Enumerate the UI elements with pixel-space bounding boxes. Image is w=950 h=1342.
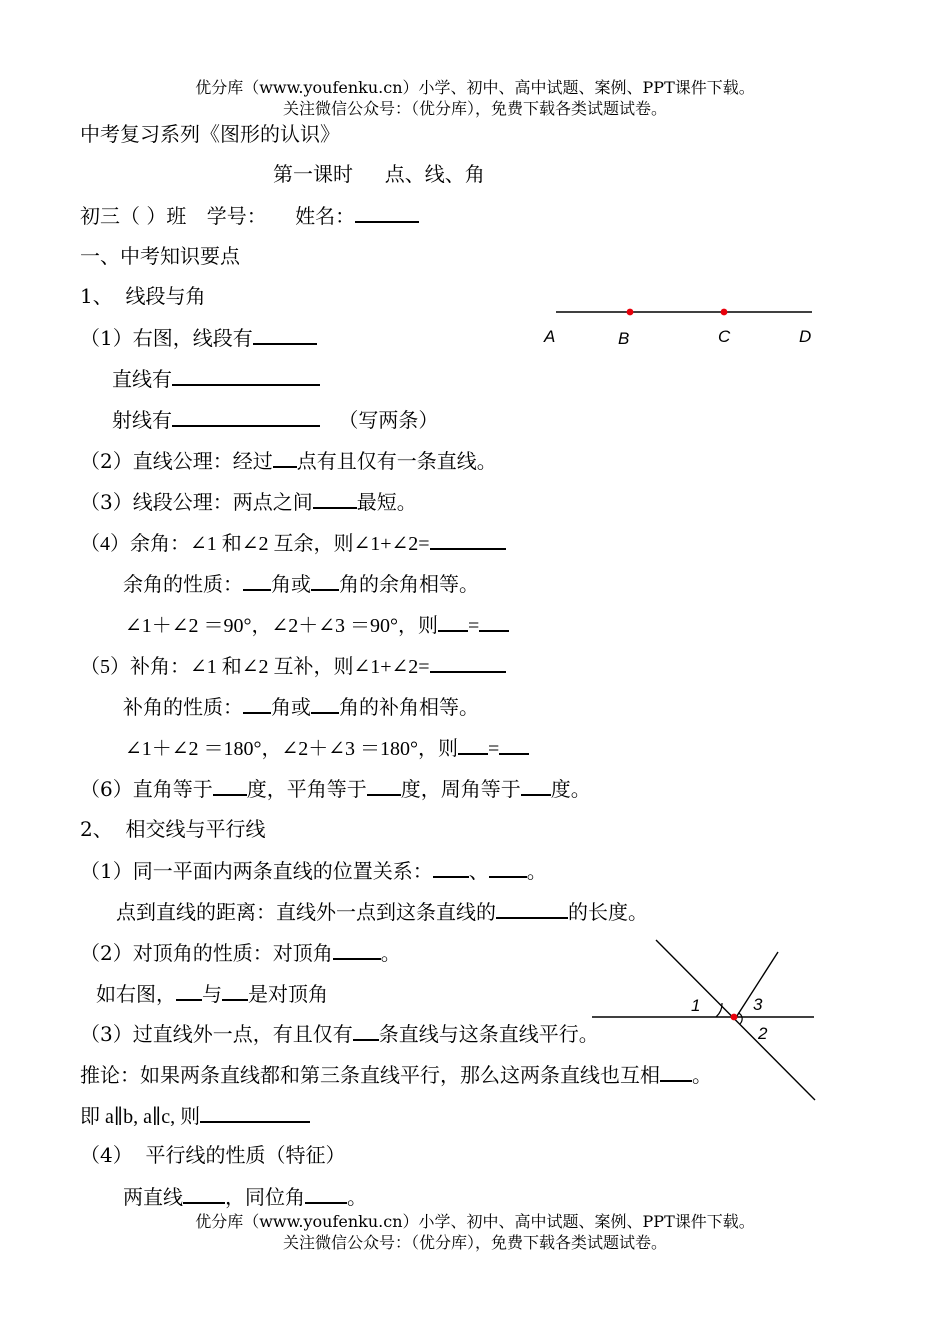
q6-text-a: （6）直角等于	[80, 777, 213, 801]
s2-q4-text-d: 。	[347, 1185, 367, 1209]
q6-text-c: 度，周角等于	[400, 777, 521, 801]
q4-blank[interactable]	[430, 530, 506, 550]
ie-blank[interactable]	[200, 1103, 310, 1123]
angle-3-label: 3	[753, 995, 763, 1014]
s2-q2-blank[interactable]	[333, 940, 381, 960]
s2-q1-blank-1[interactable]	[433, 858, 469, 878]
point-c-dot	[721, 309, 728, 316]
s2-q1-text-c: 。	[526, 859, 547, 883]
q5-prop-c: 角的补角相等。	[339, 695, 479, 719]
q6-text-b: 度，平角等于	[246, 777, 367, 801]
lines-blank[interactable]	[172, 366, 320, 386]
q5-supplementary	[80, 653, 506, 679]
q4-prop-c: 角的余角相等。	[339, 572, 479, 596]
intersection-dot	[731, 1014, 738, 1021]
q6-text-d: 度。	[550, 777, 591, 801]
q3-text-a: （3）线段公理：两点之间	[80, 490, 313, 514]
corollary-text-a: 推论：如果两条直线都和第三条直线平行，那么这两条直线也互相	[80, 1063, 660, 1087]
angle-2-label: 2	[758, 1024, 768, 1043]
header-line-2: 关注微信公众号：（优分库），免费下载各类试题试卷。	[282, 99, 667, 118]
point-a-label: A	[544, 327, 556, 346]
s2-q4-properties	[123, 1184, 367, 1209]
s2-q2-fig-blank-2[interactable]	[222, 981, 248, 1001]
student-info	[80, 203, 419, 228]
corollary-text-b: 。	[692, 1063, 712, 1087]
q6-blank-2[interactable]	[367, 776, 401, 796]
header-line-1: 优分库（www.youfenku.cn）小学、初中、高中试题、案例、PPT课件下载。	[195, 78, 755, 97]
q5-formula-eq: =	[488, 738, 500, 760]
q4-text: （4）余角：∠1 和∠2 互余，则∠1+∠2=	[80, 533, 430, 555]
ie-line	[80, 1103, 310, 1129]
q4-property	[123, 571, 479, 596]
s2-q2-fig-c: 是对顶角	[248, 982, 328, 1006]
s2-q2-fig-b: 与	[202, 982, 222, 1006]
q1-segments	[80, 325, 317, 350]
angle-1-label: 1	[691, 996, 701, 1015]
s2-q1-dist-blank[interactable]	[496, 899, 568, 919]
point-c-label: C	[718, 327, 731, 346]
point-b-label: B	[618, 329, 630, 348]
q5-blank[interactable]	[430, 653, 506, 673]
segments-blank[interactable]	[253, 325, 317, 345]
q1-lines-text: 直线有	[112, 367, 172, 391]
s2-q4-heading: （4） 平行线的性质（特征）	[80, 1143, 346, 1167]
q3-segment-axiom	[80, 489, 417, 514]
q2-blank[interactable]	[273, 448, 297, 468]
footer-line-1: 优分库（www.youfenku.cn）小学、初中、高中试题、案例、PPT课件下载。	[195, 1212, 755, 1231]
q6-angles	[80, 776, 591, 801]
s2-q2-fig-blank-1[interactable]	[176, 981, 202, 1001]
q4-prop-blank-2[interactable]	[311, 571, 339, 591]
s2-q1-blank-2[interactable]	[489, 858, 527, 878]
s2-q1-text-a: （1）同一平面内两条直线的位置关系：	[80, 859, 433, 883]
q3-blank[interactable]	[313, 489, 357, 509]
q4-prop-blank-1[interactable]	[243, 571, 271, 591]
subsection-2-heading: 2、 相交线与平行线	[80, 817, 266, 841]
q4-formula-blank-1[interactable]	[438, 612, 468, 632]
q2-text-a: （2）直线公理：经过	[80, 449, 273, 473]
point-b-dot	[627, 309, 634, 316]
subsection-1-heading: 1、 线段与角	[80, 284, 206, 308]
footer-line-2: 关注微信公众号：（优分库），免费下载各类试题试卷。	[282, 1233, 667, 1252]
q6-blank-1[interactable]	[213, 776, 247, 796]
ie-text: 即 a∥b, a∥c, 则	[80, 1106, 201, 1128]
point-d-label: D	[799, 327, 812, 346]
q1-segments-text: （1）右图，线段有	[80, 326, 253, 350]
q4-complementary	[80, 530, 506, 556]
q6-blank-3[interactable]	[521, 776, 551, 796]
student-name-label: 姓名：	[295, 204, 356, 228]
q4-prop-a: 余角的性质：	[123, 572, 243, 596]
s2-q3-parallel	[80, 1021, 599, 1046]
q5-prop-b: 角或	[271, 695, 311, 719]
angle-2-arc	[740, 1017, 742, 1024]
q5-formula-blank-1[interactable]	[458, 735, 488, 755]
q4-prop-b: 角或	[271, 572, 311, 596]
q4-formula-eq: =	[468, 615, 480, 637]
q5-prop-blank-1[interactable]	[243, 694, 271, 714]
lesson-title: 第一课时 点、线、角	[273, 162, 485, 186]
q5-text: （5）补角：∠1 和∠2 互补，则∠1+∠2=	[80, 656, 430, 678]
s2-q4-blank-2[interactable]	[305, 1184, 347, 1204]
s2-q1-dist-a: 点到直线的距离：直线外一点到这条直线的	[116, 900, 496, 924]
section-1-heading: 一、中考知识要点	[80, 244, 240, 268]
s2-q1-relation	[80, 858, 547, 883]
q4-formula-text: ∠1＋∠2 ＝90°，∠2＋∠3 ＝90°，则	[125, 615, 439, 637]
s2-q1-text-b: 、	[468, 859, 489, 883]
q1-rays-text: 射线有	[112, 408, 172, 432]
s2-q2-text-a: （2）对顶角的性质：对顶角	[80, 941, 333, 965]
s2-q3-text-b: 条直线与这条直线平行。	[378, 1022, 599, 1046]
q1-rays	[112, 407, 438, 432]
s2-q2-figure-ref	[96, 981, 328, 1006]
s2-q2-vertical	[80, 940, 401, 965]
rays-note: （写两条）	[338, 408, 439, 432]
q5-prop-blank-2[interactable]	[311, 694, 339, 714]
q1-lines	[112, 366, 320, 391]
q5-property	[123, 694, 479, 719]
s2-q4-text-c: ，同位角	[225, 1185, 305, 1209]
intersecting-lines-figure	[590, 935, 820, 1105]
q5-formula-text: ∠1＋∠2 ＝180°，∠2＋∠3 ＝180°，则	[125, 738, 459, 760]
q5-formula-blank-2[interactable]	[499, 735, 529, 755]
q5-formula	[125, 735, 529, 761]
s2-q2-text-b: 。	[380, 941, 401, 965]
name-blank[interactable]	[355, 203, 419, 223]
line-figure	[530, 295, 830, 355]
q3-text-b: 最短。	[356, 490, 417, 514]
series-title: 中考复习系列《图形的认识》	[80, 122, 340, 146]
s2-q3-blank[interactable]	[353, 1021, 379, 1041]
q4-formula-blank-2[interactable]	[479, 612, 509, 632]
q4-formula	[125, 612, 509, 638]
s2-q2-fig-a: 如右图，	[96, 982, 176, 1006]
rays-blank[interactable]	[172, 407, 320, 427]
s2-q4-blank-1[interactable]	[183, 1184, 225, 1204]
s2-q1-distance	[116, 899, 648, 924]
class-label: 初三（ ）班	[80, 204, 187, 228]
q2-line-axiom	[80, 448, 497, 473]
q5-prop-a: 补角的性质：	[123, 695, 243, 719]
s2-q1-dist-b: 的长度。	[568, 900, 648, 924]
s2-q3-text-a: （3）过直线外一点，有且仅有	[80, 1022, 353, 1046]
student-number-label: 学号：	[206, 204, 267, 228]
q2-text-b: 点有且仅有一条直线。	[296, 449, 497, 473]
s2-q4-text-b: 两直线	[123, 1185, 183, 1209]
